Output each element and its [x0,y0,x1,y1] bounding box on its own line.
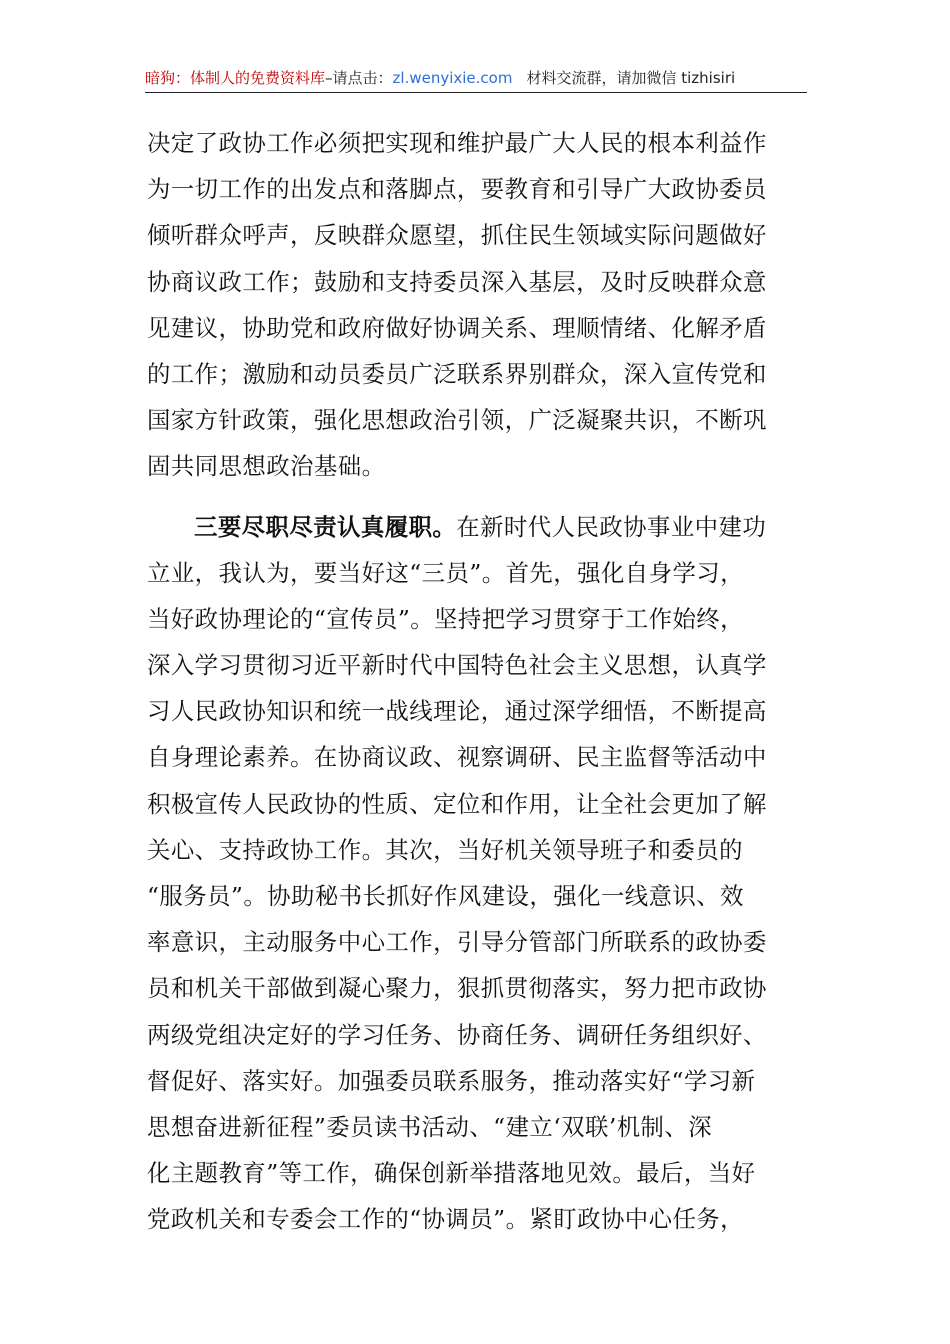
header-brand: 暗狗：体制人的免费资料库 [145,69,326,87]
text-line: “服务员”。协助秘书长抓好作风建设，强化一线意识、效 [147,882,744,910]
text-line: 立业，我认为，要当好这“三员”。首先，强化自身学习， [147,558,744,587]
text-line: 习人民政协知识和统一战线理论，通过深学细悟，不断提高 [147,697,767,726]
text-line: 关心、支持政协工作。其次，当好机关领导班子和委员的 [147,835,744,864]
paragraph-heading: 三要尽职尽责认真履职。 [194,512,457,541]
text-line: 的工作；激励和动员委员广泛联系界别群众，深入宣传党和 [147,359,767,388]
text-line: 化主题教育”等工作，确保创新举措落地见效。最后，当好 [147,1159,756,1188]
text-span: 在新时代人民政协事业中建功 [456,512,767,541]
text-line: 思想奋进新征程”委员读书活动、“建立‘双联’机制、深 [147,1112,713,1141]
text-line: 当好政协理论的“宣传员”。坚持把学习贯穿于工作始终， [147,604,744,633]
text-line: 为一切工作的出发点和落脚点，要教育和引导广大政协委员 [147,175,767,204]
text-line: 倾听群众呼声，反映群众愿望，抓住民生领域实际问题做好 [147,221,767,250]
text-line: 率意识，主动服务中心工作，引导分管部门所联系的政协委 [147,928,767,957]
text-line: 督促好、落实好。加强委员联系服务，推动落实好“学习新 [147,1066,756,1095]
text-line: 协商议政工作；鼓励和支持委员深入基层，及时反映群众意 [147,267,767,296]
text-line: 国家方针政策，强化思想政治引领，广泛凝聚共识，不断巩 [147,406,767,435]
text-line: 见建议，协助党和政府做好协调关系、理顺情绪、化解矛盾 [147,313,767,342]
text-line: 深入学习贯彻习近平新时代中国特色社会主义思想，认真学 [147,651,767,680]
text-line: 两级党组决定好的学习任务、协商任务、调研任务组织好、 [147,1020,767,1049]
paragraph-2 [147,504,807,1243]
text-line: 自身理论素养。在协商议政、视察调研、民主监督等活动中 [147,743,767,772]
text-line: 积极宣传人民政协的性质、定位和作用，让全社会更加了解 [147,789,767,818]
header-url-link[interactable]: zl.wenyixie.com [392,69,513,87]
page-header [145,64,807,93]
document-body [147,120,807,1243]
text-line: 员和机关干部做到凝心聚力，狠抓贯彻落实，努力把市政协 [147,974,767,1003]
text-line: 决定了政协工作必须把实现和维护最广大人民的根本利益作 [147,129,767,157]
header-link-prefix: –请点击： [325,69,393,87]
header-contact: 材料交流群，请加微信 tizhisiri [526,69,736,87]
text-line: 固共同思想政治基础。 [147,452,386,481]
text-line-first [147,504,807,550]
paragraph-1 [147,120,807,490]
text-line: 党政机关和专委会工作的“协调员”。紧盯政协中心任务， [147,1205,744,1234]
